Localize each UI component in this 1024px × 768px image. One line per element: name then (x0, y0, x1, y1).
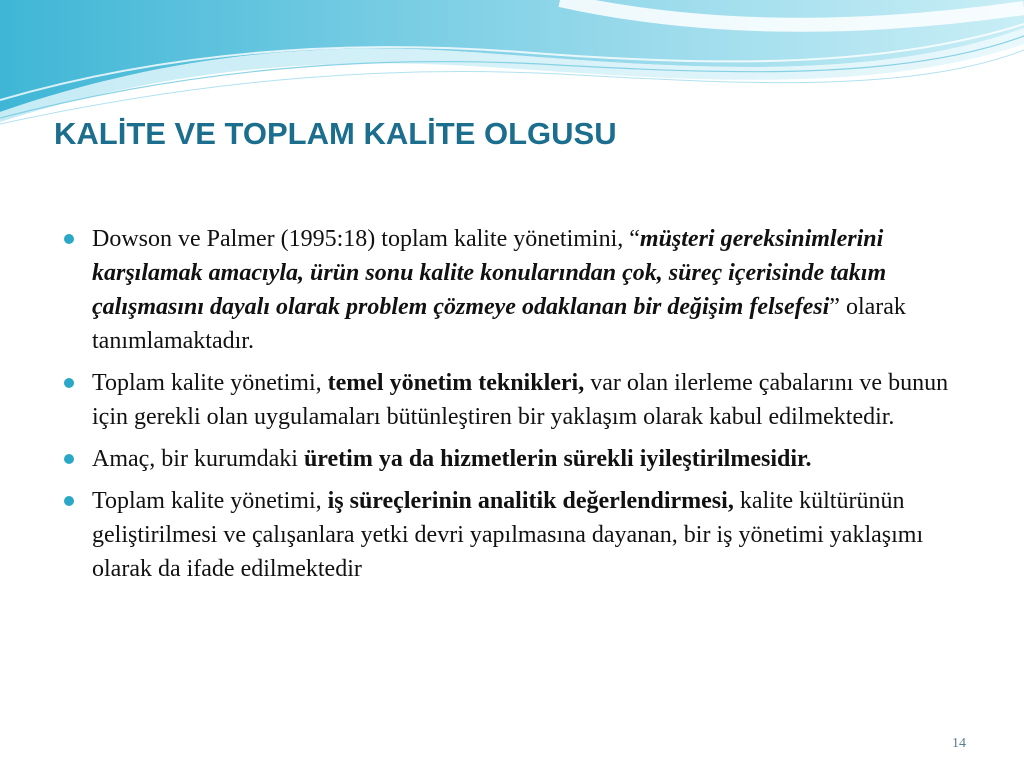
bullet-text: Dowson ve Palmer (1995:18) toplam kalite yönetimini, “ (92, 226, 640, 252)
bullet-dot-icon (64, 234, 74, 244)
bullet-bold-text: temel yönetim teknikleri, (327, 370, 585, 396)
page-number: 14 (952, 736, 966, 751)
bullet-dot-icon (64, 496, 74, 506)
list-item (62, 222, 962, 358)
slide-title: KALİTE VE TOPLAM KALİTE OLGUSU (54, 116, 617, 151)
bullet-text: var olan ilerleme çabalarını ve bunun için gerekli olan uygulamaları bütünleştiren bir yaklaşım olarak kabul edilmektedir. (92, 370, 949, 430)
bullet-dot-icon (64, 454, 74, 464)
list-item (62, 484, 962, 586)
bullet-text: Amaç, bir kurumdaki (92, 446, 304, 472)
list-item (62, 442, 962, 476)
bullet-text: Toplam kalite yönetimi, (92, 488, 328, 514)
bullet-bold-text: üretim ya da hizmetlerin sürekli iyileştirilmesidir. (303, 446, 812, 472)
list-item (62, 366, 962, 434)
bullet-list (62, 222, 962, 594)
bullet-dot-icon (64, 378, 74, 388)
bullet-bold-text: iş süreçlerinin analitik değerlendirmesi, (327, 488, 734, 514)
bullet-text: ” olarak tanımlamaktadır. (92, 294, 906, 354)
bullet-text: kalite kültürünün geliştirilmesi ve çalışanlara yetki devri yapılmasına dayanan, bir iş yönetimi yaklaşımı olarak da ifade edilmektedir (92, 488, 924, 582)
header-wave-decoration (0, 0, 1024, 130)
bullet-emphasis-text: müşteri gereksinimlerini karşılamak amacıyla, ürün sonu kalite konularından çok, süreç içerisinde takım çalışmasını dayalı olarak problem çözmeye odaklanan bir değişim felsefesi (92, 226, 887, 320)
bullet-text: Toplam kalite yönetimi, (92, 370, 328, 396)
